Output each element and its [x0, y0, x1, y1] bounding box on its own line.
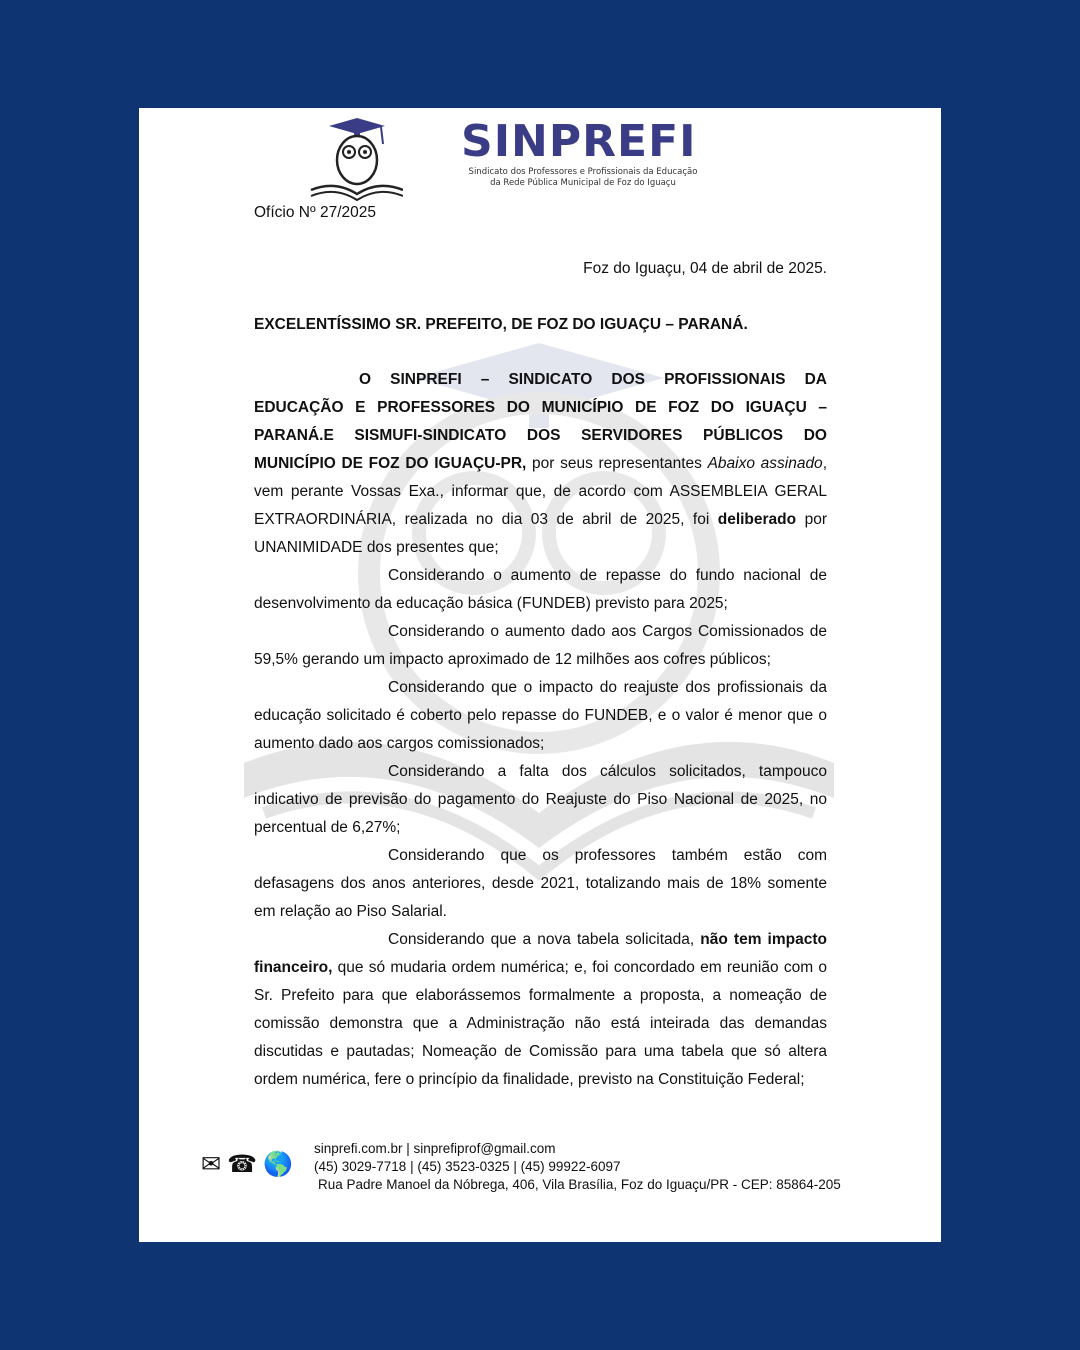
brand-name: SINPREFI: [461, 116, 697, 167]
considerando-2: Considerando o aumento dado aos Cargos Comissionados de 59,5% gerando um impacto aproximado de 12 milhões aos cofres públicos;: [254, 623, 827, 668]
intro-text-c: por UNANIMIDADE dos presentes que;: [254, 511, 827, 556]
footer-web-email: sinprefi.com.br | sinprefiprof@gmail.com: [314, 1141, 556, 1156]
letter-footer: [201, 1140, 841, 1200]
brand-subtitle-line2: da Rede Pública Municipal de Foz do Iguaçu: [490, 178, 676, 188]
considerando-4: Considerando a falta dos cálculos solicitados, tampouco indicativo de previsão do pagamento do Reajuste do Piso Nacional de 2025, no percentual de 6,27%;: [254, 763, 827, 836]
intro-bold-deliberado: deliberado: [717, 511, 797, 528]
considerando-6-bold: não tem impacto financeiro,: [254, 931, 827, 976]
envelope-icon: ✉: [201, 1151, 222, 1178]
addressee: EXCELENTÍSSIMO SR. PREFEITO, DE FOZ DO IGUAÇU – PARANÁ.: [254, 316, 748, 333]
footer-phones: (45) 3029-7718 | (45) 3523-0325 | (45) 99922-6097: [314, 1159, 621, 1174]
footer-address: Rua Padre Manoel da Nóbrega, 406, Vila Brasília, Foz do Iguaçu/PR - CEP: 85864-205: [318, 1177, 841, 1192]
office-number: Ofício Nº 27/2025: [254, 204, 376, 221]
considerando-1: Considerando o aumento de repasse do fundo nacional de desenvolvimento da educação básica (FUNDEB) previsto para 2025;: [254, 567, 827, 612]
owl-logo-icon: [307, 116, 403, 202]
brand-subtitle-line1: Sindicato dos Professores e Profissionais da Educação: [468, 167, 698, 177]
intro-text-a: por seus representantes: [526, 455, 708, 472]
intro-paragraph: [254, 366, 827, 562]
contact-icons: [201, 1150, 299, 1179]
brand-subtitle: [463, 167, 703, 189]
intro-italic: Abaixo assinado: [707, 455, 823, 472]
considerando-6: [254, 926, 827, 1094]
telephone-icon: ☎: [227, 1151, 258, 1178]
intro-text-b: , vem perante Vossas Exa., informar que, de acordo com ASSEMBLEIA GERAL EXTRAORDINÁRIA, realizada no dia 03 de abril de 2025, foi: [254, 455, 827, 528]
considerando-3: Considerando que o impacto do reajuste dos profissionais da educação solicitado é coberto pelo repasse do FUNDEB, e o valor é menor que o aumento dado aos cargos comissionados;: [254, 679, 827, 752]
considerando-5: Considerando que os professores também estão com defasagens dos anos anteriores, desde 2021, totalizando mais de 18% somente em relação ao Piso Salarial.: [254, 847, 827, 920]
letter-date: Foz do Iguaçu, 04 de abril de 2025.: [583, 260, 827, 277]
unions-names: O SINPREFI – SINDICATO DOS PROFISSIONAIS DA EDUCAÇÃO E PROFESSORES DO MUNICÍPIO DE FOZ DO IGUAÇU – PARANÁ.E SISMUFI-SINDICATO DOS SERVIDORES PÚBLICOS DO MUNICÍPIO DE FOZ DO IGUAÇU-PR,: [254, 371, 827, 472]
letter-page: [139, 108, 941, 1242]
considerando-6-a: Considerando que a nova tabela solicitada,: [388, 931, 701, 948]
globe-icon: 🌎: [263, 1151, 293, 1178]
letter-body: [254, 366, 827, 1094]
sinprefi-logo: [289, 108, 739, 216]
considerando-6-b: que só mudaria ordem numérica; e, foi concordado em reunião com o Sr. Prefeito para que elaborássemos formalmente a proposta, a nomeação de comissão demonstra que a Administração não está inteirada das demandas discutidas e pautadas; Nomeação de Comissão para uma tabela que só altera ordem numérica, fere o princípio da finalidade, previsto na Constituição Federal;: [254, 959, 827, 1088]
contact-info: [314, 1140, 841, 1194]
